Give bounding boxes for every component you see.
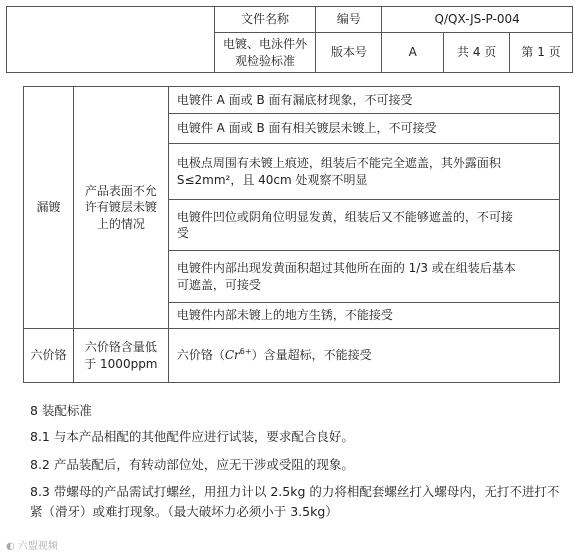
leak-rule-4-line2: 受 [176, 226, 189, 240]
version-label: 版本号 [316, 33, 382, 73]
chromium-superscript: 6+ [239, 347, 252, 357]
chromium-symbol: Cr [224, 348, 240, 363]
leak-description-cell [73, 87, 168, 329]
number-label: 编号 [316, 7, 382, 33]
leak-rule-5 [168, 251, 559, 303]
file-name-label: 文件名称 [214, 7, 316, 33]
leak-rule-3-line2: S≤2mm²，且 40cm 处观察不明显 [176, 172, 368, 187]
section-8-1: 8.1 与本产品相配的其他配件应进行试装，要求配合良好。 [30, 429, 354, 444]
table-row [24, 329, 560, 383]
watermark-text: 六盟视频 [17, 541, 58, 552]
section-8-3-line1: 8.3 带螺母的产品需试打螺丝，用扭力计以 2.5kg 的力将相配套螺丝打入螺母内，无打不进打不 [30, 484, 560, 499]
leak-description-line3: 上的情况 [96, 216, 145, 231]
leak-description-line1: 产品表面不允 [84, 184, 157, 199]
chromium-rule [168, 329, 559, 383]
leak-rule-2: 电镀件 A 面或 B 面有相关镀层未镀上，不可接受 [168, 114, 559, 144]
leak-rule-1: 电镀件 A 面或 B 面有漏底材现象，不可接受 [168, 87, 559, 114]
leak-rule-4 [168, 200, 559, 251]
total-pages: 共 4 页 [444, 33, 510, 73]
document-title [214, 33, 316, 73]
header-blank-cell [7, 7, 215, 73]
weibo-icon: ◐ [6, 541, 15, 552]
leak-category-cell: 漏镀 [24, 87, 74, 329]
chromium-description-line1: 六价铬含量低 [84, 340, 157, 355]
chromium-description-cell [73, 329, 168, 383]
chromium-description-line2: 于 1000ppm [84, 356, 158, 371]
leak-rule-4-line1: 电镀件凹位或阴角位明显发黄，组装后又不能够遮盖的，不可接 [176, 209, 513, 224]
document-title-line2: 观检验标准 [234, 53, 295, 68]
chromium-rule-suffix: ）含量超标，不能接受 [251, 348, 372, 363]
leak-rule-5-line2: 可遮盖，可接受 [176, 277, 261, 292]
page-number: 第 1 页 [510, 33, 573, 73]
leak-description-line2: 许有镀层未镀 [84, 200, 157, 215]
chromium-category-cell: 六价铬 [24, 329, 74, 383]
document-title-line1: 电镀、电泳件外 [222, 37, 307, 52]
leak-rule-5-line1: 电镀件内部出现发黄面积超过其他所在面的 1/3 或在组装后基本 [176, 261, 516, 276]
leak-rule-3-line1: 电极点周围有未镀上痕迹，组装后不能完全遮盖，其外露面积 [176, 156, 501, 171]
version-value: A [382, 33, 444, 73]
chromium-rule-prefix: 六价铬（ [176, 348, 225, 363]
section-8-2: 8.2 产品装配后，有转动部位处，应无干涉或受阻的现象。 [30, 457, 354, 472]
table-row [24, 87, 560, 114]
leak-rule-3 [168, 144, 559, 200]
inspection-standard-table [23, 86, 560, 383]
section-8-3 [30, 482, 575, 522]
document-header-table [6, 6, 573, 73]
section-8-heading: 8 装配标准 [30, 403, 92, 418]
section-8-3-line2: 紧（滑牙）或难打现象。（最大破坏力必须小于 3.5kg） [30, 504, 338, 519]
number-value: Q/QX-JS-P-004 [382, 7, 573, 33]
watermark [6, 537, 58, 552]
leak-rule-6: 电镀件内部未镀上的地方生锈，不能接受 [168, 303, 559, 329]
